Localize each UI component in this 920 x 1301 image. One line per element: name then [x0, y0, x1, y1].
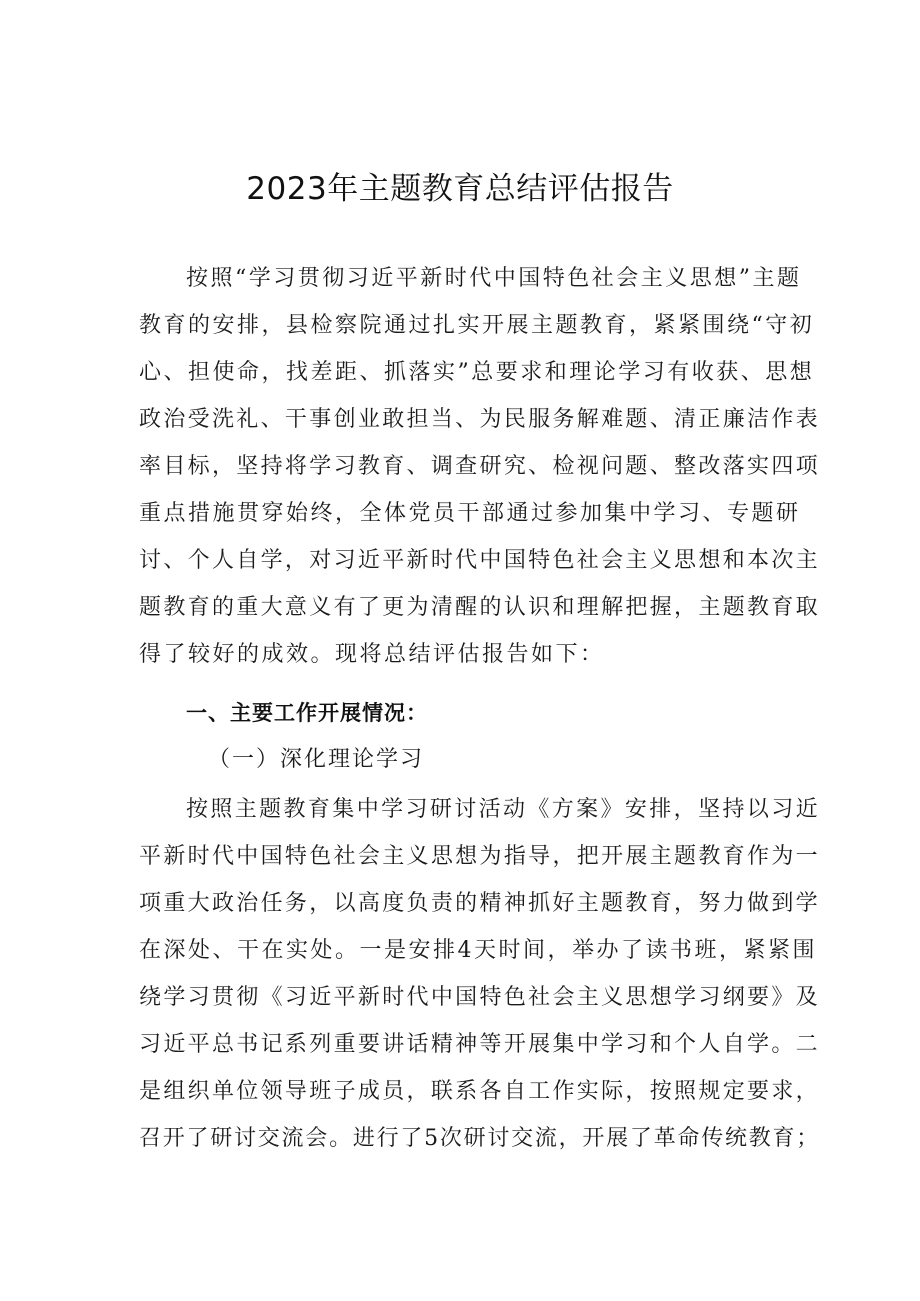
paragraph-line: 按照“学习贯彻习近平新时代中国特色社会主义思想”主题: [186, 266, 802, 291]
paragraph-line: 绕学习贯彻《习近平新时代中国特色社会主义思想学习纲要》及: [139, 985, 820, 1010]
paragraph-line: 率目标，坚持将学习教育、调查研究、检视问题、整改落实四项: [139, 454, 820, 479]
paragraph-line: 召开了研讨交流会。进行了5次研讨交流，开展了革命传统教育；: [139, 1126, 820, 1151]
paragraph-line: 得了较好的成效。现将总结评估报告如下：: [139, 642, 605, 667]
paragraph-line: 是组织单位领导班子成员，联系各自工作实际，按照规定要求，: [139, 1079, 820, 1104]
paragraph-line: 讨、个人自学，对习近平新时代中国特色社会主义思想和本次主: [139, 548, 820, 573]
paragraph-line: 项重大政治任务，以高度负责的精神抓好主题教育，努力做到学: [139, 891, 820, 916]
paragraph-line: 在深处、干在实处。一是安排4天时间，举办了读书班，紧紧围: [139, 938, 817, 963]
document-title: 2023年主题教育总结评估报告: [246, 171, 674, 207]
section-heading: 一、主要工作开展情况：: [186, 701, 428, 725]
subsection-heading: （一）深化理论学习: [208, 747, 425, 772]
paragraph-line: 重点措施贯穿始终，全体党员干部通过参加集中学习、专题研: [139, 501, 801, 526]
paragraph-line: 按照主题教育集中学习研讨活动《方案》安排，坚持以习近: [186, 797, 820, 822]
paragraph-line: 题教育的重大意义有了更为清醒的认识和理解把握，主题教育取: [139, 595, 820, 620]
paragraph-line: 心、担使命，找差距、抓落实”总要求和理论学习有收获、思想: [139, 360, 815, 385]
paragraph-line: 平新时代中国特色社会主义思想为指导，把开展主题教育作为一: [139, 844, 820, 869]
paragraph-line: 教育的安排，县检察院通过扎实开展主题教育，紧紧围绕“守初: [139, 313, 815, 338]
paragraph-line: 习近平总书记系列重要讲话精神等开展集中学习和个人自学。二: [139, 1032, 820, 1057]
paragraph-line: 政治受洗礼、干事创业敢担当、为民服务解难题、清正廉洁作表: [139, 407, 820, 432]
